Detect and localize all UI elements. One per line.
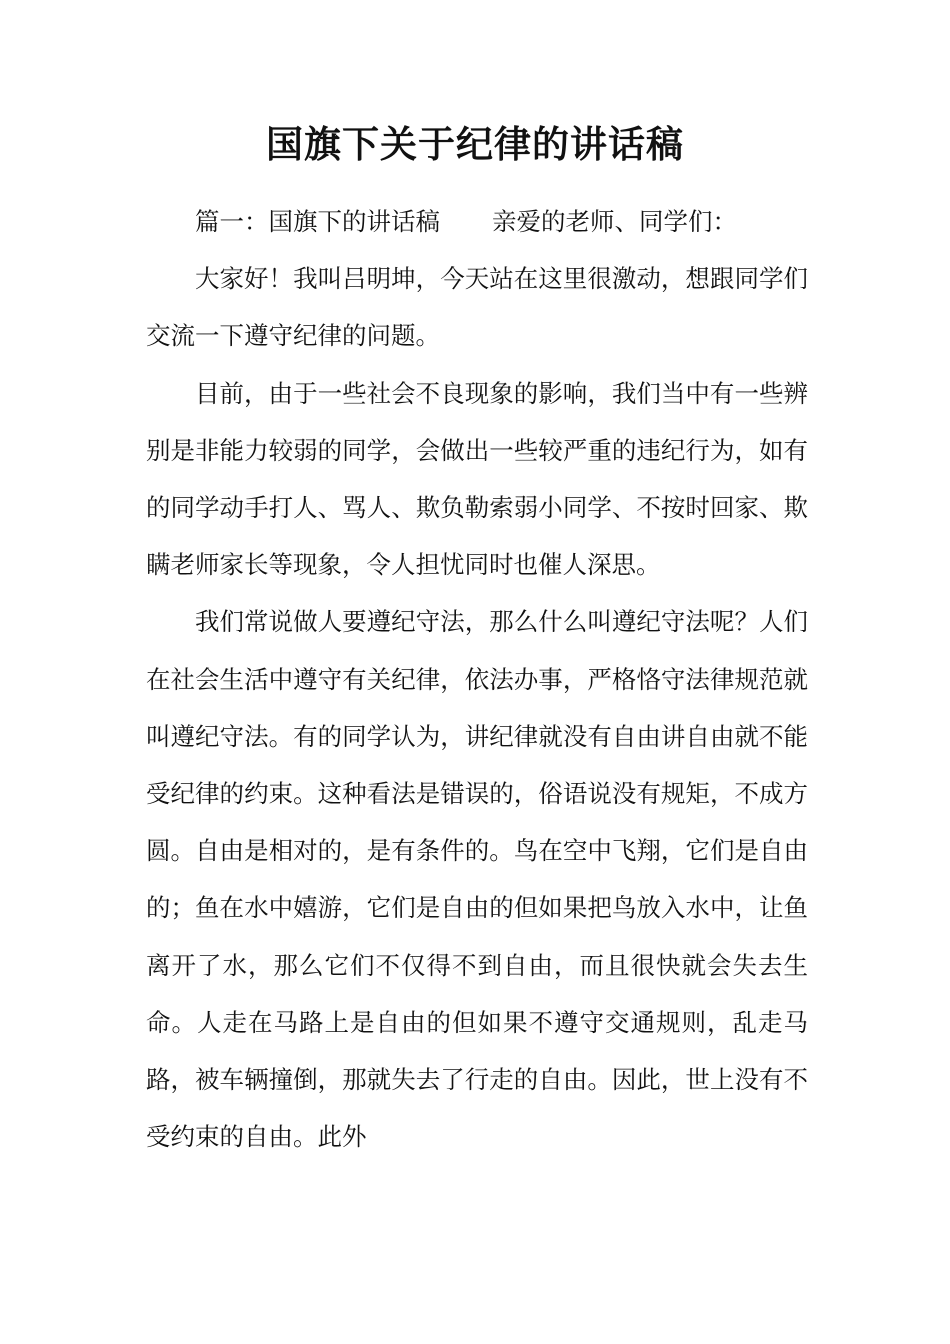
paragraph-3: 我们常说做人要遵纪守法，那么什么叫遵纪守法呢？人们在社会生活中遵守有关纪律，依法办事，严格恪守法律规范就叫遵纪守法。有的同学认为，讲纪律就没有自由讲自由就不能受纪律的约束。这种看法是错误的，俗语说没有规矩，不成方圆。自由是相对的，是有条件的。鸟在空中飞翔，它们是自由的；鱼在水中嬉游，它们是自由的但如果把鸟放入水中，让鱼离开了水，那么它们不仅得不到自由，而且很快就会失去生命。人走在马路上是自由的但如果不遵守交通规则，乱走马路，被车辆撞倒，那就失去了行走的自由。因此，世上没有不受约束的自由。此外 (146, 607, 808, 1152)
paragraph-1: 大家好！我叫吕明坤，今天站在这里很激动，想跟同学们交流一下遵守纪律的问题。 (146, 264, 808, 351)
document-body (146, 193, 808, 1165)
part-label: 篇一：国旗下的讲话稿 (195, 207, 440, 236)
document-title: 国旗下关于纪律的讲话稿 (266, 122, 684, 166)
greeting: 亲爱的老师、同学们： (492, 207, 737, 236)
intro-line (146, 193, 808, 250)
paragraph-2: 目前，由于一些社会不良现象的影响，我们当中有一些辨别是非能力较弱的同学，会做出一些较严重的违纪行为，如有的同学动手打人、骂人、欺负勒索弱小同学、不按时回家、欺瞒老师家长等现象，令人担忧同时也催人深思。 (146, 378, 808, 580)
